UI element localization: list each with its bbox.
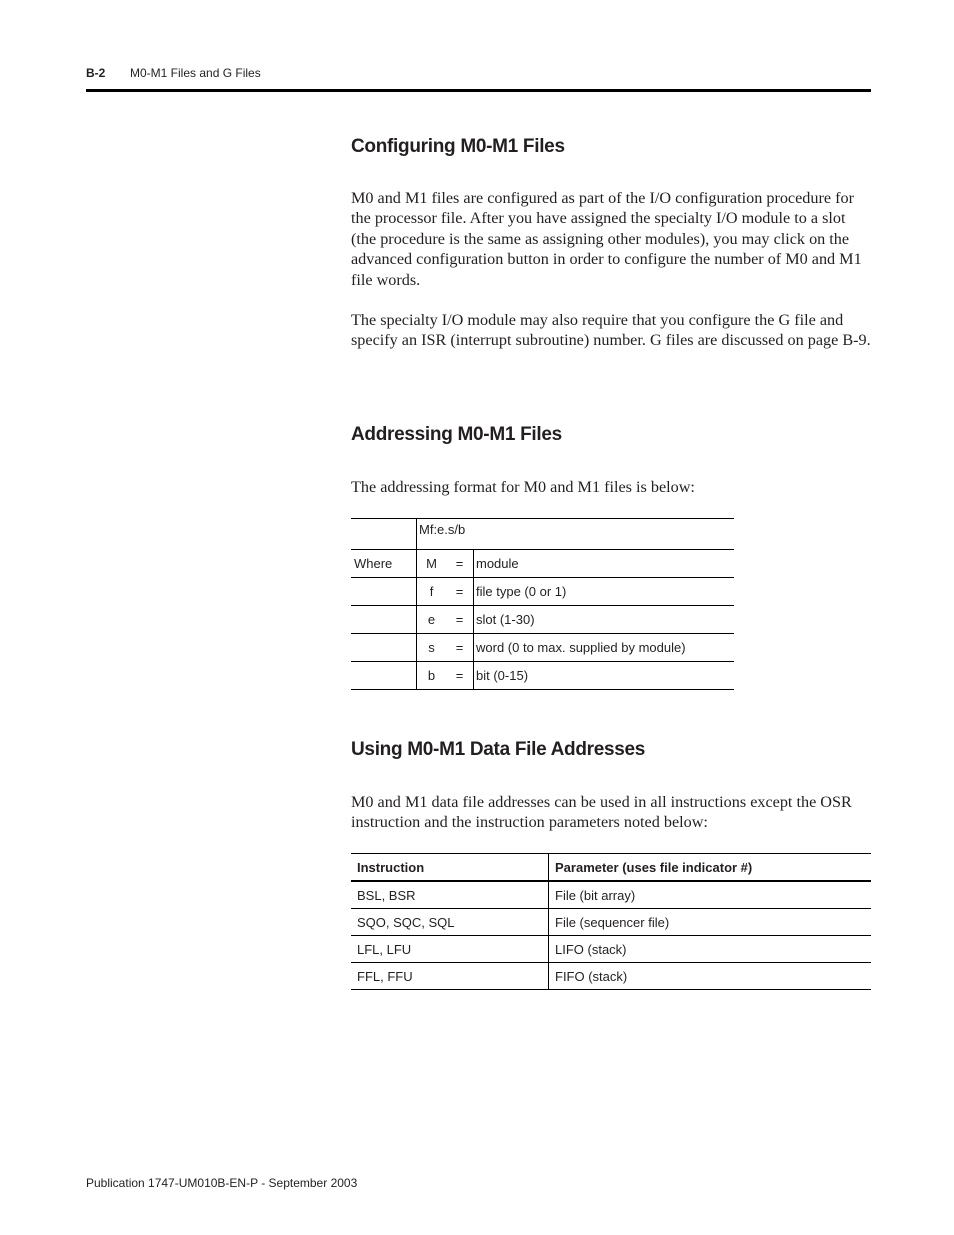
section-heading-using: Using M0-M1 Data File Addresses [351, 739, 646, 760]
table-row [351, 881, 871, 909]
running-header-title: M0-M1 Files and G Files [130, 66, 261, 80]
table-cell: M [417, 550, 447, 578]
table-cell [351, 606, 417, 634]
table-cell: b [417, 662, 447, 690]
table-cell: File (sequencer file) [549, 909, 872, 936]
publication-footer: Publication 1747-UM010B-EN-P - September 2003 [86, 1176, 358, 1190]
paragraph-addressing: The addressing format for M0 and M1 files is below: [351, 478, 695, 496]
table-row [351, 909, 871, 936]
table-cell: = [446, 550, 474, 578]
table-cell: Where [351, 550, 417, 578]
table-cell: bit (0-15) [474, 662, 735, 690]
table-cell: = [446, 578, 474, 606]
page-number: B-2 [86, 66, 106, 80]
table-cell: f [417, 578, 447, 606]
table-cell [351, 578, 417, 606]
table-cell: LIFO (stack) [549, 936, 872, 963]
table-cell: File (bit array) [549, 881, 872, 909]
table-cell: BSL, BSR [351, 881, 549, 909]
column-header-parameter: Parameter (uses file indicator #) [549, 854, 872, 882]
table-row [351, 662, 734, 690]
table-cell: slot (1-30) [474, 606, 735, 634]
table-cell: file type (0 or 1) [474, 578, 735, 606]
section-heading-configuring: Configuring M0-M1 Files [351, 136, 565, 157]
table-cell: e [417, 606, 447, 634]
address-format-string: Mf:e.s/b [417, 519, 735, 550]
table-cell: module [474, 550, 735, 578]
header-rule [86, 89, 871, 92]
paragraph-configuring-2: The specialty I/O module may also require that you configure the G file and specify an ISR (interrupt subroutine) number. G files are discussed on page B-9. [351, 311, 871, 350]
table-cell: = [446, 634, 474, 662]
table-row [351, 519, 734, 550]
paragraph-configuring-1: M0 and M1 files are configured as part of the I/O configuration procedure for the processor file. After you have assigned the specialty I/O module to a slot (the procedure is the same as assigning other modules), you may click on the advanced configuration button in order to configure the number of M0 and M1 file words. [351, 189, 862, 289]
table-header-row [351, 854, 871, 882]
table-row [351, 634, 734, 662]
table-cell: = [446, 606, 474, 634]
running-header [86, 66, 261, 80]
instruction-parameter-table [351, 853, 871, 990]
table-row [351, 578, 734, 606]
table-cell: = [446, 662, 474, 690]
table-cell [351, 662, 417, 690]
table-cell [351, 519, 417, 550]
paragraph-using: M0 and M1 data file addresses can be used in all instructions except the OSR instruction and the instruction parameters noted below: [351, 793, 852, 832]
table-row [351, 550, 734, 578]
table-cell: word (0 to max. supplied by module) [474, 634, 735, 662]
table-row [351, 963, 871, 990]
table-cell: FIFO (stack) [549, 963, 872, 990]
table-cell [351, 634, 417, 662]
column-header-instruction: Instruction [351, 854, 549, 882]
table-cell: SQO, SQC, SQL [351, 909, 549, 936]
table-cell: s [417, 634, 447, 662]
table-cell: FFL, FFU [351, 963, 549, 990]
section-heading-addressing: Addressing M0-M1 Files [351, 424, 562, 445]
table-row [351, 606, 734, 634]
table-cell: LFL, LFU [351, 936, 549, 963]
address-format-table [351, 518, 734, 690]
table-row [351, 936, 871, 963]
